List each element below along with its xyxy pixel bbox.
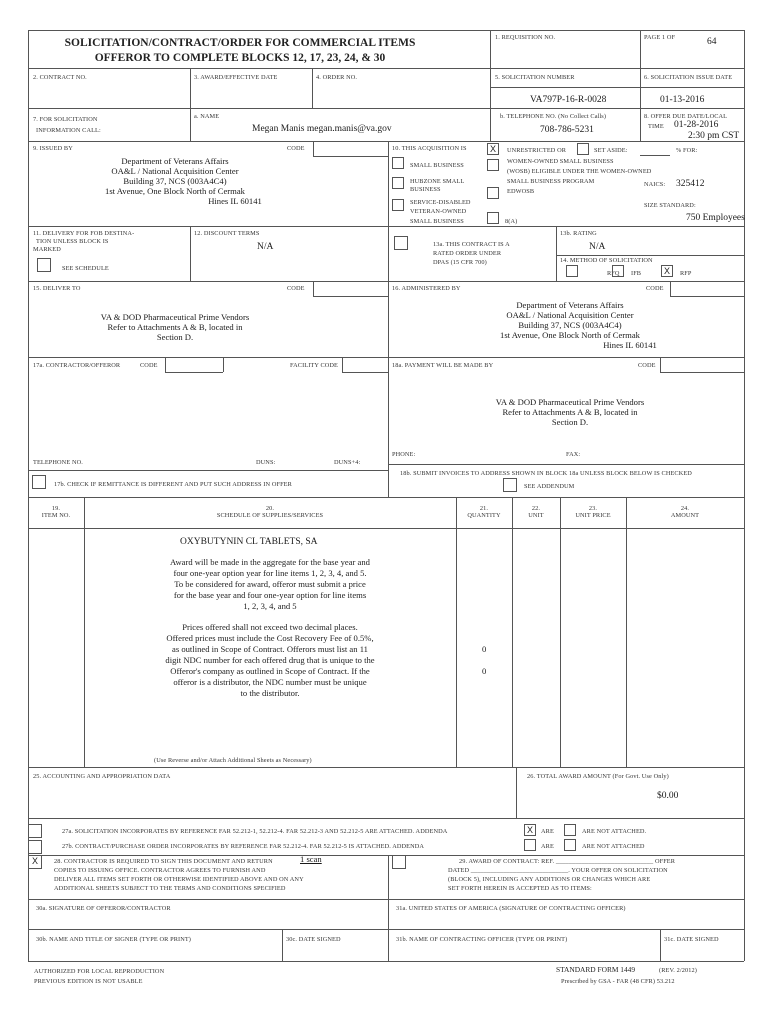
telephone-label: b. TELEPHONE NO. (No Collect Calls) [500,113,607,120]
rule [312,68,313,108]
code-box-17a [223,357,224,372]
rfq-label: RFQ [607,270,620,277]
paragraph-line: four one-year option year for line items 1, 2, 3, 4, and 5. [173,568,367,578]
are-label-2: ARE [541,843,554,850]
info-call-label-2: INFORMATION CALL: [36,127,101,134]
paragraph-line: Offered prices must include the Cost Recovery Fee of 0.5%, [166,633,374,643]
rule [456,497,457,767]
address-line: Department of Veterans Affairs [121,156,229,166]
rule [626,497,627,767]
authorized-note: AUTHORIZED FOR LOCAL REPRODUCTION [34,968,165,975]
paragraph-line: Award will be made in the aggregate for the base year and [170,557,370,567]
rule [388,141,389,498]
page-total: 64 [707,37,717,47]
total-label: 26. TOTAL AWARD AMOUNT (For Govt. Use Only) [527,773,669,780]
rule [640,30,641,141]
code-box-17a [165,372,223,373]
dpas-label-3: DPAS (15 CFR 700) [433,259,487,266]
small-business-label: SMALL BUSINESS [410,162,464,169]
delivery-label-3: MARKED [33,246,61,253]
award-date-label: 3. AWARD/EFFECTIVE DATE [194,74,278,81]
code-box-9 [313,156,388,157]
phone-label: PHONE: [392,451,416,458]
rating-label: 13b. RATING [560,230,597,237]
rule [190,226,191,281]
code-box-18a [660,372,744,373]
col-label: UNIT PRICE [575,512,611,520]
requisition-label: 1. REQUISITION NO. [495,34,556,41]
deliver-to-address [40,312,310,342]
administered-by-address [420,300,720,350]
form-revision: (REV. 2/2012) [659,967,697,974]
rule [388,855,389,961]
edwosb-label: EDWOSB [507,188,535,195]
far-27b-label: 27b. CONTRACT/PURCHASE ORDER INCORPORATES BY REFERENCE FAR 52.212-4. FAR 52.212-5 IS ATTACHED. ADDENDA [62,843,425,850]
paragraph-line: To be considered for award, offeror must submit a price [174,579,366,589]
rule [560,497,561,767]
see-addendum-checkbox[interactable] [503,478,517,492]
size-std-label: SIZE STANDARD: [644,202,696,209]
paragraph-line: for the base year and four one-year option for line items [173,590,367,600]
col-num: 22. [531,505,541,512]
discount-terms[interactable]: N/A [257,242,274,252]
sign-label-3: DELIVER ALL ITEMS SET FORTH OR OTHERWISE IDENTIFIED ABOVE AND ON ANY [54,876,304,883]
rule [490,87,744,88]
item-title: OXYBUTYNIN CL TABLETS, SA [180,537,318,547]
are-not-checkbox[interactable] [564,824,576,836]
invoice-label: 18b. SUBMIT INVOICES TO ADDRESS SHOWN IN BLOCK 18a UNLESS BLOCK BELOW IS CHECKED [400,470,692,477]
rule [28,767,744,768]
address-line: OA&L / National Acquisition Center [506,310,634,320]
rule [28,497,744,498]
code-box-15 [313,281,314,296]
size-std[interactable]: 750 Employees [686,213,745,223]
wosb-checkbox[interactable] [487,159,499,171]
solicitation-number[interactable]: VA797P-16-R-0028 [530,95,607,105]
issue-date[interactable]: 01-13-2016 [660,95,705,105]
address-line: Section D. [551,417,589,427]
rating[interactable]: N/A [589,242,606,252]
rule [28,818,744,819]
contact-name[interactable]: Megan Manis megan.manis@va.gov [252,124,392,134]
unrestricted-checkbox[interactable]: X [487,143,499,155]
address-line: Refer to Attachments A & B, located in [107,322,243,332]
payment-label: 18a. PAYMENT WILL BE MADE BY [392,362,494,369]
issued-by-address [40,156,310,206]
rule [28,855,744,856]
rule [660,929,661,961]
wosb-label-3: SMALL BUSINESS PROGRAM [507,178,595,185]
rule [744,30,745,961]
sign-copies[interactable]: 1 scan [300,854,322,864]
code-box-17a [165,357,166,372]
standard-form-label: STANDARD FORM 1449 [556,965,636,974]
paragraph-line: offeror is a distributor, the NDC number must be unique [173,677,367,687]
dpas-label-2: RATED ORDER UNDER [433,250,502,257]
total-award-amount[interactable]: $0.00 [657,791,679,801]
issued-by-label: 9. ISSUED BY [33,145,73,152]
rule [512,497,513,767]
rule [28,899,744,900]
name-label: a. NAME [194,113,220,120]
telephone[interactable]: 708-786-5231 [540,125,594,135]
set-aside-blank [640,155,670,156]
paragraph-line: Offeror's company as outlined in Scope of Contract. If the [170,666,370,676]
rfq-checkbox[interactable] [566,265,578,277]
administered-label: 16. ADMINISTERED BY [392,285,461,292]
col-label: QUANTITY [467,512,501,520]
rule [28,929,744,930]
order-no-label: 4. ORDER NO. [316,74,358,81]
address-line: Building 37, NCS (003A4C4) [123,176,227,186]
rule [28,30,744,31]
address-line: Building 37, NCS (003A4C4) [518,320,622,330]
rule [190,68,191,141]
wosb-label-2: (WOSB) ELIGIBLE UNDER THE WOMEN-OWNED [507,168,652,175]
far-27a-checkbox[interactable] [28,824,42,838]
col-label: ITEM NO. [41,512,71,520]
col-num: 23. [588,505,598,512]
sdvosb-label-3: SMALL BUSINESS [410,218,464,225]
rule [556,255,744,256]
facility-code-box [342,372,388,373]
wosb-label: WOMEN-OWNED SMALL BUSINESS [507,158,614,165]
are-not-label: ARE NOT ATTACHED. [582,828,647,835]
small-business-checkbox[interactable] [392,157,404,169]
address-line: VA & DOD Pharmaceutical Prime Vendors [100,312,250,322]
col-label: UNIT [528,512,544,520]
ifb-label: IFB [631,270,642,277]
delivery-label-2: TION UNLESS BLOCK IS [36,238,109,245]
see-addendum-label: SEE ADDENDUM [524,483,575,490]
col-num: 20. [265,505,275,512]
rule [28,961,744,962]
facility-code-box [342,357,343,372]
award-label-3: (BLOCK 5), INCLUDING ANY ADDITIONS OR CHANGES WHICH ARE [448,876,651,883]
rule [28,30,29,961]
col-item-no [28,505,84,519]
far-27b-checkbox[interactable] [28,840,42,854]
edwosb-checkbox[interactable] [487,187,499,199]
accounting-label: 25. ACCOUNTING AND APPROPRIATION DATA [33,773,171,780]
hubzone-label: HUBZONE SMALL [410,178,465,185]
quantity-value[interactable]: 0 [482,666,487,676]
code-box-16 [670,296,744,297]
col-unit-price [560,505,626,519]
rfp-checkbox[interactable]: X [661,265,673,277]
hubzone-label-2: BUSINESS [410,186,441,193]
col-quantity [456,505,512,519]
col-label: AMOUNT [670,512,700,520]
award-label-2: DATED ______________________________. YOUR OFFER ON SOLICITATION [448,867,668,874]
address-line: Hines IL 60141 [603,340,657,350]
pct-for-label: % FOR: [676,147,698,154]
date-signed-label: 30c. DATE SIGNED [286,936,341,943]
paragraph-line: digit NDC number for each offered drug that is unique to the [165,655,375,665]
sdvosb-checkbox[interactable] [392,199,404,211]
signer-name-label: 30b. NAME AND TITLE OF SIGNER (TYPE OR PRINT) [36,936,191,943]
code-label: CODE [287,285,305,292]
award-label: 29. AWARD OF CONTRACT: REF. ______________________________ OFFER [459,858,676,865]
issue-date-label: 6. SOLICITATION ISSUE DATE [644,74,733,81]
col-num: 21. [479,505,489,512]
rule [28,108,744,109]
rfp-label: RFP [680,270,692,277]
naics-label: NAICS: [644,181,666,188]
sign-label-4: ADDITIONAL SHEETS SUBJECT TO THE TERMS AND CONDITIONS SPECIFIED [54,885,286,892]
paragraph-line: to the distributor. [240,688,300,698]
rule [516,767,517,818]
code-label: CODE [287,145,305,152]
address-line: 1st Avenue, One Block North of Cermak [500,330,640,340]
are-checkbox-2[interactable] [524,839,536,851]
item-paragraph-2 [120,622,420,699]
are-not-checkbox-2[interactable] [564,839,576,851]
facility-code-label: FACILITY CODE [290,362,338,369]
see-schedule-label: SEE SCHEDULE [62,265,109,272]
far-27a-label: 27a. SOLICITATION INCORPORATES BY REFERENCE FAR 52.212-1, 52.212-4. FAR 52.212-3 AND 52.212-5 ARE ATTACHED. ADDENDA [62,828,448,835]
see-schedule-checkbox[interactable] [37,258,51,272]
rule [28,528,744,529]
offer-due-time[interactable]: 2:30 pm CST [688,131,740,141]
deliver-to-label: 15. DELIVER TO [33,285,81,292]
time-label: TIME [648,123,664,130]
rule [556,226,557,281]
sign-label-2: COPIES TO ISSUING OFFICE. CONTRACTOR AGREES TO FURNISH AND [54,867,266,874]
rule [282,929,283,961]
col-label: SCHEDULE OF SUPPLIES/SERVICES [216,512,324,520]
method-label: 14. METHOD OF SOLICITATION [560,257,653,264]
rule [28,141,744,142]
are-checkbox[interactable]: X [524,824,536,836]
address-line: Section D. [156,332,194,342]
form-title: SOLICITATION/CONTRACT/ORDER FOR COMMERCIAL ITEMS [64,37,416,49]
address-line: Department of Veterans Affairs [516,300,624,310]
award-label-4: SET FORTH HEREIN IS ACCEPTED AS TO ITEMS: [448,885,592,892]
code-label: CODE [140,362,158,369]
code-box-18a [660,357,661,372]
rule [84,497,85,767]
hubzone-checkbox[interactable] [392,177,404,189]
sign-required-checkbox[interactable]: X [28,855,42,869]
sig-offeror-label: 30a. SIGNATURE OF OFFEROR/CONTRACTOR [36,905,171,912]
remittance-checkbox[interactable] [32,475,46,489]
remittance-label: 17b. CHECK IF REMITTANCE IS DIFFERENT AND PUT SUCH ADDRESS IN OFFER [54,481,292,488]
offer-due-label: 8. OFFER DUE DATE/LOCAL [644,113,728,120]
address-line: OA&L / National Acquisition Center [111,166,239,176]
duns4-label: DUNS+4: [334,459,361,466]
address-line: Refer to Attachments A & B, located in [502,407,638,417]
rule [28,470,388,471]
paragraph-line: 1, 2, 3, 4, and 5 [243,601,297,611]
paragraph-line: Prices offered shall not exceed two decimal places. [182,622,358,632]
are-not-label-2: ARE NOT ATTACHED [582,843,645,850]
award-checkbox[interactable] [392,855,406,869]
rule [490,30,491,141]
sdvosb-label-2: VETERAN-OWNED [410,208,467,215]
naics[interactable]: 325412 [676,179,705,189]
form-subtitle: OFFEROR TO COMPLETE BLOCKS 12, 17, 23, 24, & 30 [94,52,386,64]
address-line: VA & DOD Pharmaceutical Prime Vendors [495,397,645,407]
rule [28,68,744,69]
dpas-label: 13a. THIS CONTRACT IS A [433,241,510,248]
rule [388,464,744,465]
item-paragraph-1 [120,557,420,612]
discount-label: 12. DISCOUNT TERMS [194,230,260,237]
prescribed-note: Prescribed by GSA - FAR (48 CFR) 53.212 [561,978,675,985]
quantity-value[interactable]: 0 [482,644,487,654]
ifb-checkbox[interactable] [612,265,624,277]
col-unit [512,505,560,519]
offer-due-date[interactable]: 01-28-2016 [674,120,719,130]
code-label: CODE [646,285,664,292]
contractor-label: 17a. CONTRACTOR/OFFEROR [33,362,121,369]
are-label: ARE [541,828,554,835]
rule [28,281,744,282]
duns-label: DUNS: [256,459,276,466]
col-num: 24. [680,505,690,512]
officer-name-label: 31b. NAME OF CONTRACTING OFFICER (TYPE OR PRINT) [396,936,568,943]
date-signed-label-2: 31c. DATE SIGNED [664,936,719,943]
set-aside-label: SET ASIDE: [594,147,628,154]
col-amount [626,505,744,519]
code-box-15 [313,296,388,297]
set-aside-checkbox[interactable] [577,143,589,155]
paragraph-line: as outlined in Scope of Contract. Offerors must list an 11 [172,644,368,654]
rule [28,357,744,358]
payment-address [420,397,720,427]
sdvosb-label: SERVICE-DISABLED [410,199,471,206]
telephone-no-label: TELEPHONE NO. [33,459,83,466]
col-schedule [84,505,456,519]
eight-a-label: 8(A) [505,218,518,225]
col-num: 19. [51,505,61,512]
delivery-label: 11. DELIVERY FOR FOB DESTINA- [33,230,135,237]
dpas-checkbox[interactable] [394,236,408,250]
reverse-note: (Use Reverse and/or Attach Additional Sheets as Necessary) [154,757,312,764]
page-label: PAGE 1 OF [644,34,676,41]
code-box-9 [313,141,314,156]
address-line: 1st Avenue, One Block North of Cermak [105,186,245,196]
sign-label: 28. CONTRACTOR IS REQUIRED TO SIGN THIS DOCUMENT AND RETURN [54,858,273,865]
fax-label: FAX: [566,451,581,458]
info-call-label: 7. FOR SOLICITATION [33,116,98,123]
code-box-16 [670,281,671,296]
eight-a-checkbox[interactable] [487,212,499,224]
sig-usa-label: 31a. UNITED STATES OF AMERICA (SIGNATURE OF CONTRACTING OFFICER) [396,905,626,912]
rule [28,226,744,227]
code-label: CODE [638,362,656,369]
unrestricted-label: UNRESTRICTED OR [507,147,567,154]
contract-no-label: 2. CONTRACT NO. [33,74,87,81]
previous-edition-note: PREVIOUS EDITION IS NOT USABLE [34,978,143,985]
acquisition-label: 10. THIS ACQUISITION IS [392,145,467,152]
address-line: Hines IL 60141 [208,196,262,206]
solicitation-no-label: 5. SOLICITATION NUMBER [495,74,575,81]
